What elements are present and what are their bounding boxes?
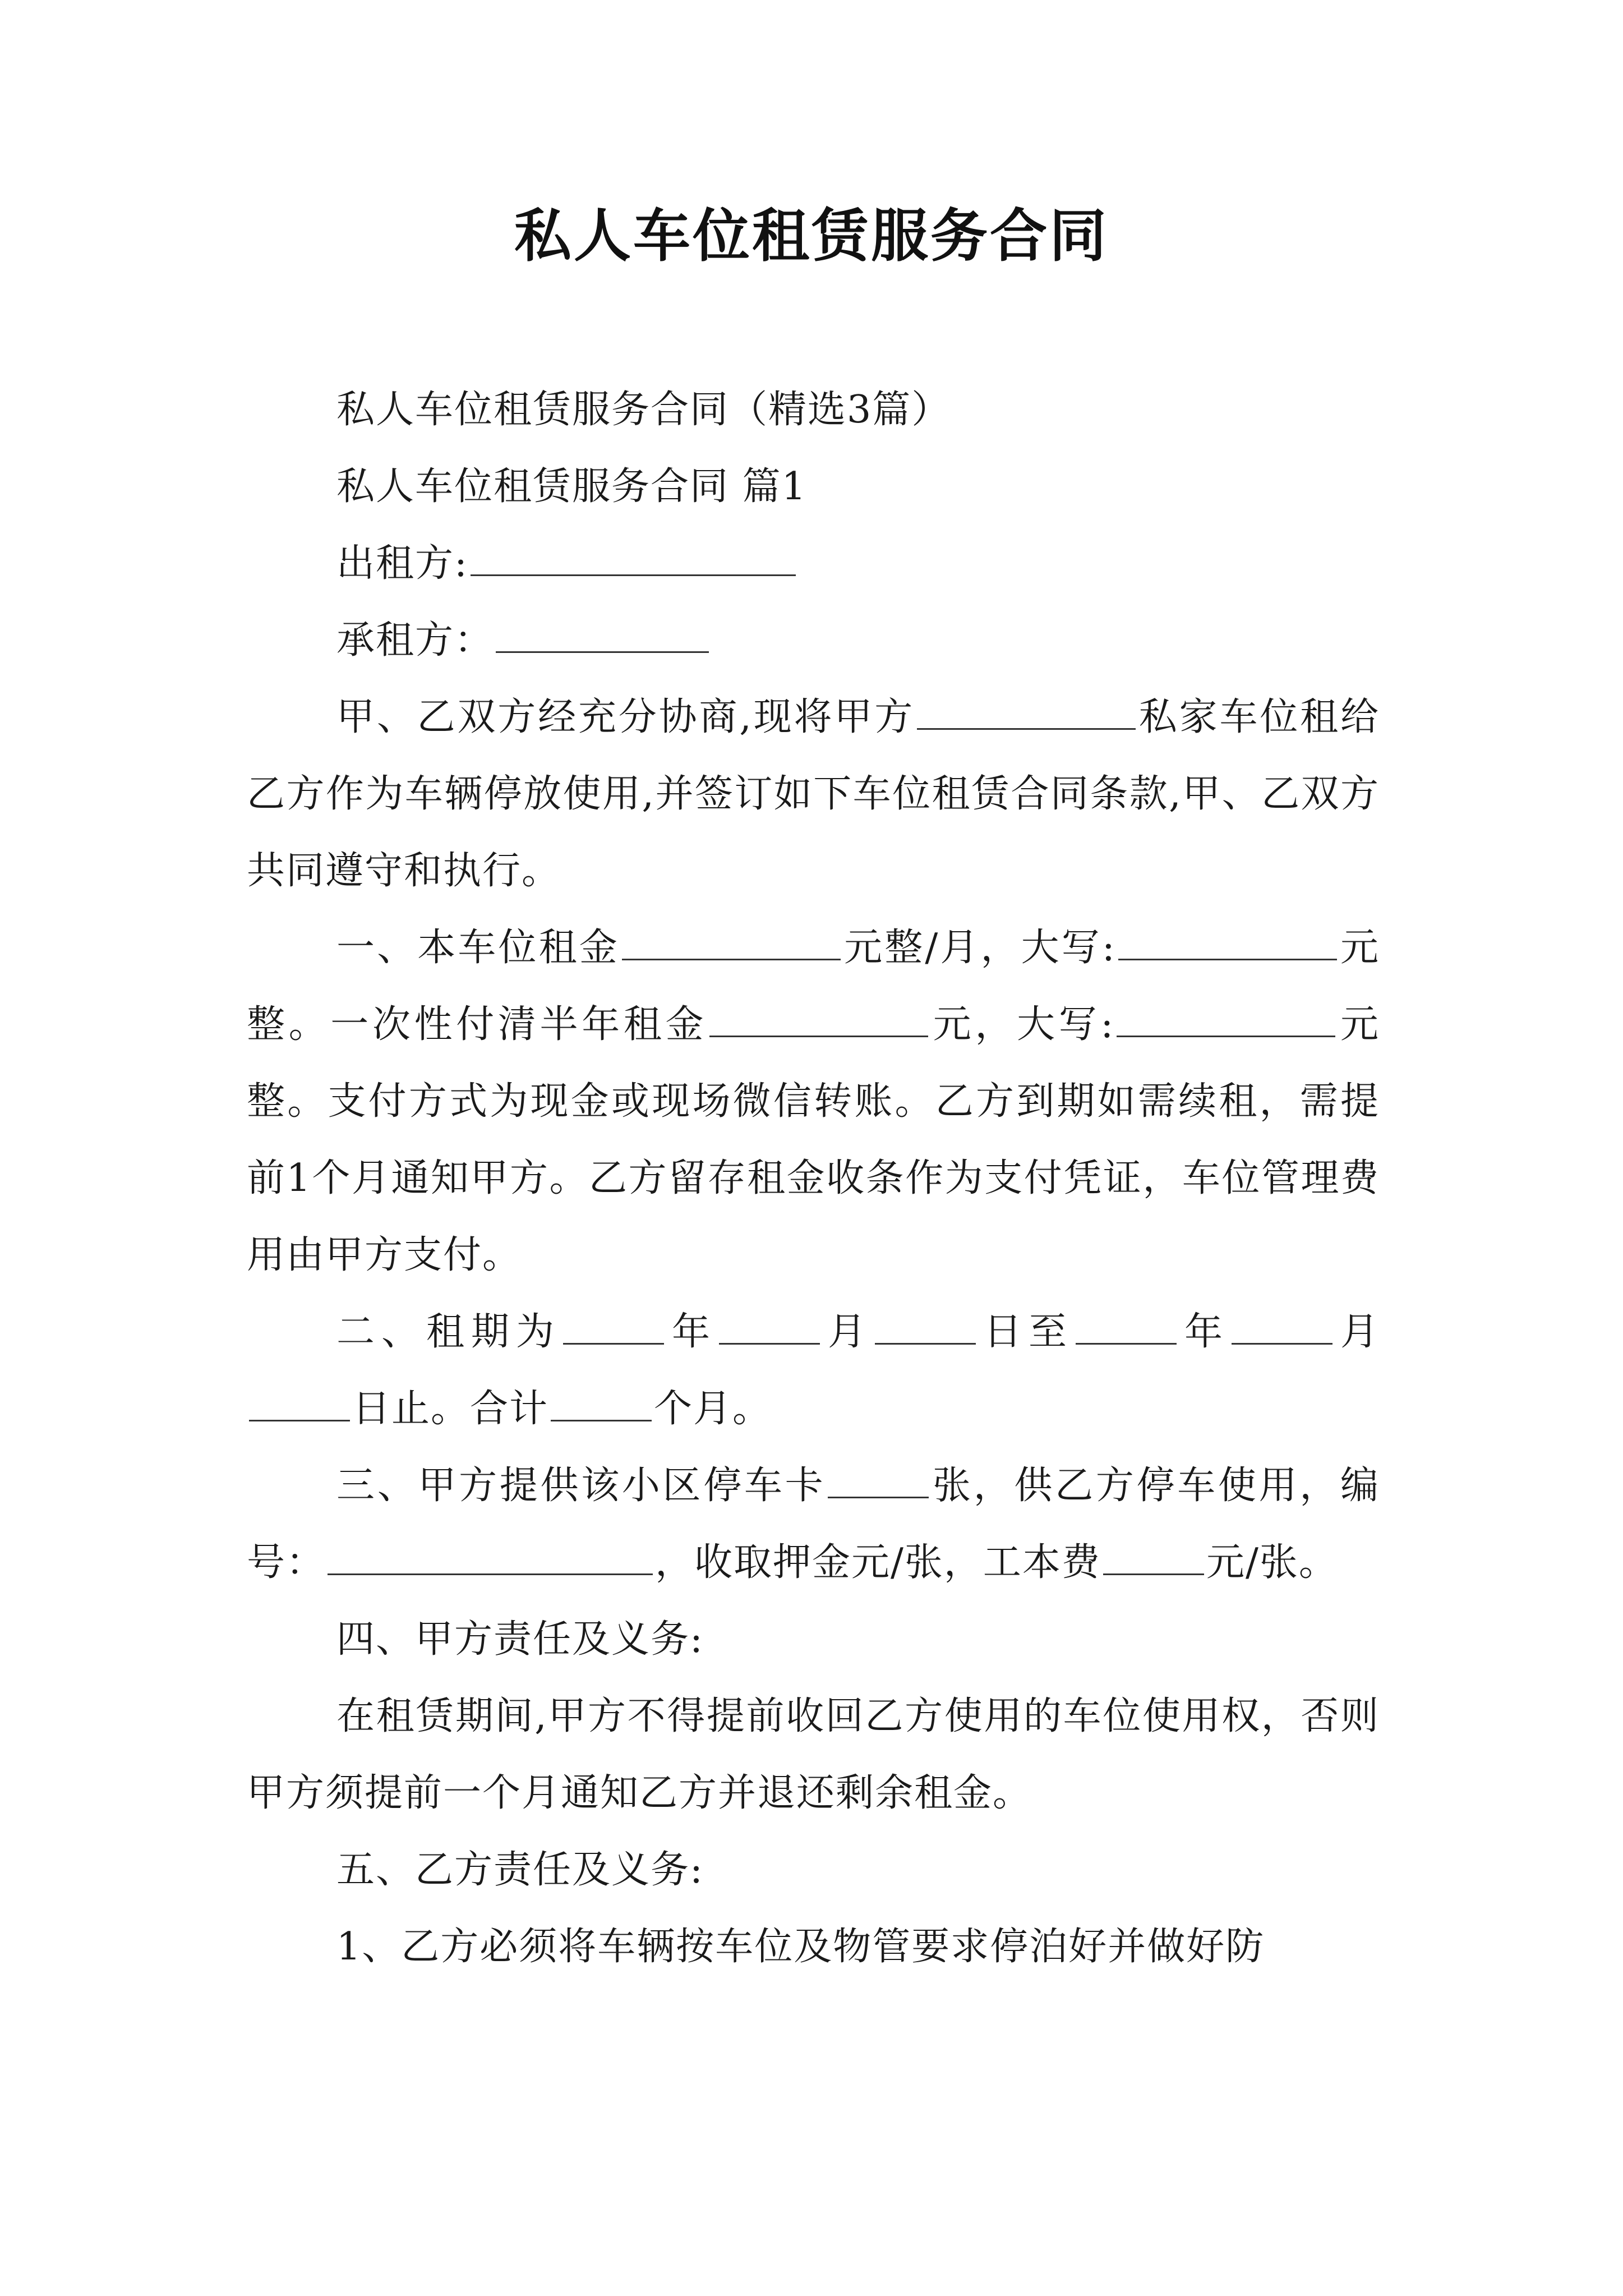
month-label: 月 bbox=[1334, 1310, 1380, 1354]
intro-paragraph bbox=[247, 679, 1380, 909]
months-total-label: 个月。 bbox=[654, 1387, 772, 1431]
card-count-blank[interactable] bbox=[828, 1457, 929, 1498]
clause-1-text-5: 元整。支付方式为现金或现场微信转账。乙方到期如需续租，需提前1个月通知甲方。乙方留存租金收条作为支付凭证，车位管理费用由甲方支付。 bbox=[247, 1002, 1380, 1277]
clause-3-text-2: 张，供乙方停车使用，编号： bbox=[247, 1464, 1380, 1585]
half-year-rent-words-blank[interactable] bbox=[1117, 996, 1335, 1037]
section-heading: 私人车位租赁服务合同 篇1 bbox=[336, 464, 807, 509]
document-title: 私人车位租赁服务合同 bbox=[514, 203, 1109, 270]
clause-3 bbox=[247, 1447, 1380, 1601]
monthly-rent-words-blank[interactable] bbox=[1118, 919, 1337, 960]
intro-text-2: 私家车位租给乙方作为车辆停放使用,并签订如下车位租赁合同条款,甲、乙双方共同遵守和执行。 bbox=[247, 695, 1380, 893]
day-end-label: 日止。合计 bbox=[352, 1387, 549, 1431]
parking-space-blank[interactable] bbox=[917, 689, 1136, 730]
clause-2 bbox=[247, 1294, 1380, 1447]
clause-1-text-4: 元，大写: bbox=[930, 1002, 1115, 1047]
end-year-blank[interactable] bbox=[1076, 1304, 1177, 1345]
card-number-blank[interactable] bbox=[328, 1534, 653, 1575]
card-fee-blank[interactable] bbox=[1103, 1534, 1204, 1575]
year-label: 年 bbox=[1178, 1310, 1229, 1354]
clause-2-text-1: 二、租期为 bbox=[336, 1310, 561, 1354]
clause-3-text-1: 三、甲方提供该小区停车卡 bbox=[336, 1464, 826, 1508]
lessee-label: 承租方： bbox=[336, 618, 494, 662]
month-label: 月 bbox=[822, 1310, 873, 1354]
clause-1 bbox=[247, 909, 1380, 1294]
document-body bbox=[247, 371, 1380, 1985]
start-day-blank[interactable] bbox=[875, 1304, 976, 1345]
clause-1-text-2: 元整/月，大写: bbox=[842, 926, 1116, 970]
intro-text-1: 甲、乙双方经充分协商,现将甲方 bbox=[336, 695, 915, 739]
lessor-blank[interactable] bbox=[471, 535, 796, 576]
clause-3-text-4: 元/张。 bbox=[1206, 1540, 1338, 1585]
clause-5-heading: 五、乙方责任及义务: bbox=[336, 1848, 704, 1892]
subtitle: 私人车位租赁服务合同（精选3篇） bbox=[336, 388, 951, 432]
monthly-rent-blank[interactable] bbox=[622, 919, 841, 960]
clause-4-heading: 四、甲方责任及义务: bbox=[336, 1617, 704, 1662]
day-to-label: 日至 bbox=[978, 1310, 1073, 1354]
clause-5-item-1: 1、乙方必须将车辆按车位及物管要求停泊好并做好防 bbox=[336, 1925, 1265, 1969]
clause-3-text-3: ，收取押金元/张，工本费 bbox=[655, 1540, 1101, 1585]
clause-1-text-3: 元整。一次性付清半年租金 bbox=[247, 926, 1380, 1047]
year-label: 年 bbox=[666, 1310, 717, 1354]
lessor-line bbox=[247, 525, 1380, 602]
lessee-line bbox=[247, 602, 1380, 679]
lessor-label: 出租方: bbox=[336, 541, 468, 586]
clause-1-text-1: 一、本车位租金 bbox=[336, 926, 620, 970]
start-year-blank[interactable] bbox=[563, 1304, 664, 1345]
total-months-blank[interactable] bbox=[551, 1381, 652, 1421]
end-day-blank[interactable] bbox=[249, 1381, 350, 1421]
half-year-rent-blank[interactable] bbox=[709, 996, 928, 1037]
lessee-blank[interactable] bbox=[496, 612, 709, 653]
end-month-blank[interactable] bbox=[1232, 1304, 1332, 1345]
clause-4-text: 在租赁期间,甲方不得提前收回乙方使用的车位使用权，否则甲方须提前一个月通知乙方并退还剩余租金。 bbox=[247, 1694, 1380, 1815]
start-month-blank[interactable] bbox=[719, 1304, 820, 1345]
